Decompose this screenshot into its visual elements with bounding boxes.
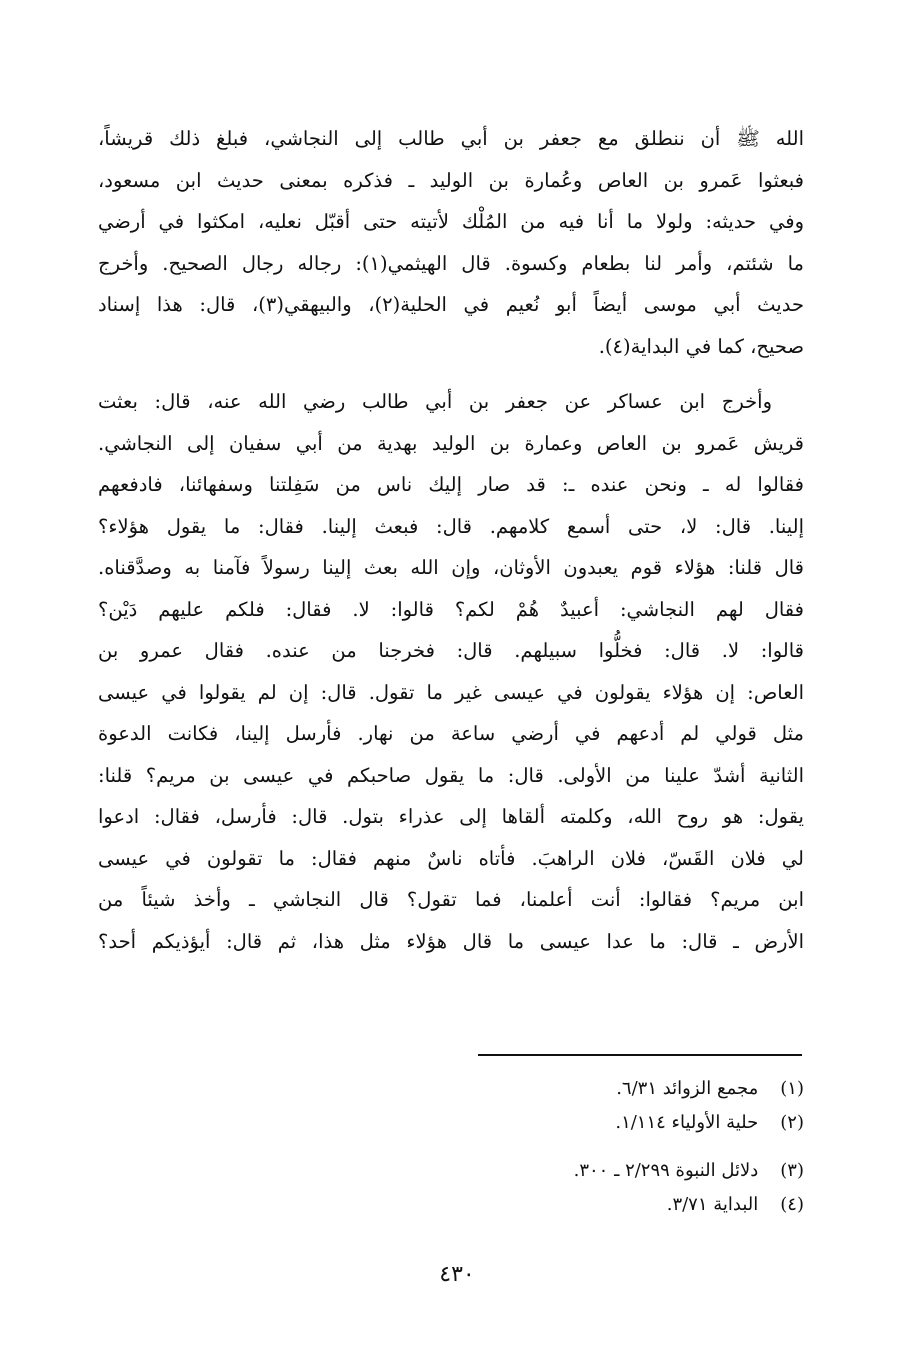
footnote-number: (١) <box>780 1078 804 1099</box>
text-line: حديث أبي موسى أيضاً أبو نُعيم في الحلية(٢)، والبيهقي(٣)، قال: هذا إسناد <box>98 293 805 316</box>
page-number: ٤٣٠ <box>439 1262 475 1287</box>
text-line: الثانية أشدّ علينا من الأولى. قال: ما يقول صاحبكم في عيسى بن مريم؟ قلنا: <box>98 763 804 787</box>
footnote-item <box>574 1106 804 1140</box>
footnotes <box>574 1072 804 1222</box>
footnote-number: (٢) <box>780 1112 804 1133</box>
text-line: صحيح، كما في البداية(٤). <box>598 334 804 358</box>
footnote-number: (٤) <box>780 1194 804 1215</box>
footnote-item <box>574 1154 804 1188</box>
text-line: الله ﷺ أن ننطلق مع جعفر بن أبي طالب إلى النجاشي، فبلغ ذلك قريشاً، <box>98 127 804 150</box>
text-line: لي فلان القَسّ، فلان الراهبَ. فأتاه ناسٌ منهم فقال: ما تقولون في عيسى <box>98 846 804 870</box>
text-line: إلينا. قال: لا، حتى أسمع كلامهم. قال: فبعث إلينا. فقال: ما يقول هؤلاء؟ <box>98 514 804 538</box>
footnote-text: حلية الأولياء ١/١١٤. <box>615 1112 759 1133</box>
footnote-number: (٣) <box>780 1160 804 1181</box>
footnote-text: مجمع الزوائد ٦/٣١. <box>616 1078 759 1099</box>
text-line: ابن مريم؟ فقالوا: أنت أعلمنا، فما تقول؟ قال النجاشي ـ وأخذ شيئاً من <box>98 888 804 911</box>
footnote-text: دلائل النبوة ٢/٢٩٩ ـ ٣٠٠. <box>573 1160 759 1181</box>
text-line: يقول: هو روح الله، وكلمته ألقاها إلى عذراء بتول. قال: فأرسل، فقال: ادعوا <box>98 805 804 828</box>
footnote-separator <box>478 1054 802 1056</box>
text-line: فقالوا له ـ ونحن عنده ـ: قد صار إليك ناس من سَفِلتنا وسفهائنا، فادفعهم <box>98 473 804 496</box>
footnote-item <box>574 1188 804 1222</box>
text-line: وفي حديثه: ولولا ما أنا فيه من المُلْك لأتيته حتى أقبّل نعليه، امكثوا في أرضي <box>98 210 804 233</box>
text-line: الأرض ـ قال: ما عدا عيسى ما قال هؤلاء مثل هذا، ثم قال: أيؤذيكم أحد؟ <box>98 929 804 953</box>
text-line: فقال لهم النجاشي: أعبيدٌ هُمْ لكم؟ قالوا: لا. فقال: فلكم عليهم دَيْن؟ <box>98 597 804 621</box>
text-line: ما شئتم، وأمر لنا بطعام وكسوة. قال الهيثمي(١): رجاله رجال الصحيح. وأخرج <box>98 251 804 275</box>
text-line: قال قلنا: هؤلاء قوم يعبدون الأوثان، وإن الله بعث إلينا رسولاً فآمنا به وصدَّقناه. <box>98 556 804 579</box>
footnote-text: البداية ٣/٧١. <box>666 1194 759 1215</box>
paragraph-2 <box>98 381 804 962</box>
main-text <box>98 118 804 962</box>
footnote-item <box>574 1072 804 1106</box>
text-line: العاص: إن هؤلاء يقولون في عيسى غير ما تقول. قال: إن لم يقولوا في عيسى <box>98 680 804 704</box>
text-line: قالوا: لا. قال: فخلُّوا سبيلهم. قال: فخرجنا من عنده. فقال عمرو بن <box>98 639 804 662</box>
text-line: مثل قولي لم أدعهم في أرضي ساعة من نهار. فأرسل إلينا، فكانت الدعوة <box>98 722 804 745</box>
text-line: فبعثوا عَمرو بن العاص وعُمارة بن الوليد ـ فذكره بمعنى حديث ابن مسعود، <box>98 168 804 192</box>
text-line: قريش عَمرو بن العاص وعمارة بن الوليد بهدية من أبي سفيان إلى النجاشي. <box>98 431 804 455</box>
paragraph-1 <box>98 118 804 367</box>
text-line: وأخرج ابن عساكر عن جعفر بن أبي طالب رضي الله عنه، قال: بعثت <box>98 390 772 413</box>
